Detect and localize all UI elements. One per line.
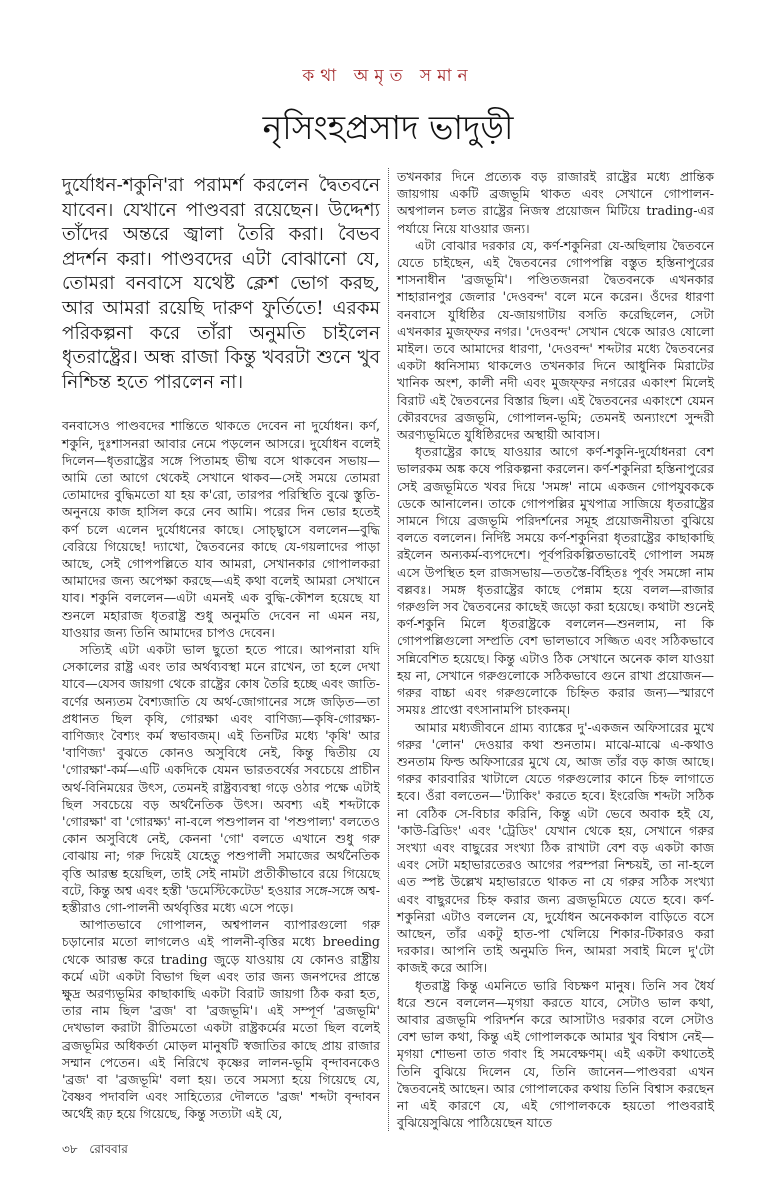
body-paragraph: আমার মধ্যজীবনে গ্রাম্য ব্যাঙ্কের দু'-একজন অফিসারের মুখে গরুর 'লোন' দেওয়ার কথা শুনতাম। মাঝে-মাঝে এ-কথাও শুনতাম ফিল্ড অফিসারের মুখে যে, আজ তাঁর বড় কাজ আছে। গরুর কারবারির খাটালে যেতে গরুগুলোর কানে চিহ্ন লাগাতে হবে। ওঁরা বলতেন—'ট্যাকিং' করতে হবে। ইংরেজি শব্দটা সঠিক না বেঠিক সে-বিচার করিনি, কিন্তু এটা ভেবে অবাক হই যে, 'কাউ-ব্রিডিং' এবং 'ট্রেডিং' যেখান থেকে হয়, সেখানে গরুর সংখ্যা এবং বাছুরের সংখ্যা ঠিক রাখাটা বেশ বড় একটা কাজ এবং সেটা মহাভারতেরও আগের পরম্পরা নিশ্চয়ই, তা না-হলে এত স্পষ্ট উল্লেখ মহাভারতে থাকত না যে গরুর সঠিক সংখ্যা এবং বাছুরদের চিহ্ন করার জন্য ব্রজভূমিতে যেতে হবে। কর্ণ-শকুনিরা এটাও বললেন যে, দুর্যোধন অনেককাল বাড়িতে বসে আছেন, তাঁর একটু হাত-পা খেলিয়ে শিকার-টিকারও করা দরকার। আপনি তাই অনুমতি দিন, আমরা সবাই মিলে দু'টো কাজই করে আসি। — [397, 719, 714, 976]
magazine-name: রোববার — [89, 1142, 128, 1157]
body-paragraph: এটা বোঝার দরকার যে, কর্ণ-শকুনিরা যে-অছিলায় দ্বৈতবনে যেতে চাইছেন, এই দ্বৈতবনের গোপপল্লি বস্তুত হস্তিনাপুরের শাসনাধীন 'ব্রজভূমি'। পণ্ডিতজনরা দ্বৈতবনকে এখনকার শাহারানপুর জেলার 'দেওবন্দ' বলে মনে করেন। ওঁদের ধারণা বনবাসে যুধিষ্ঠির যে-জায়গাটায় বসতি করেছিলেন, সেটা এখনকার মুজফ্ফর নগর। 'দেওবন্দ' সেখান থেকে আরও ষোলো মাইল। তবে আমাদের ধারণা, 'দেওবন্দ' শব্দটার মধ্যে দ্বৈতবনের একটা ধ্বনিসাম্য থাকলেও তখনকার দিনে আধুনিক মিরাটের খানিক অংশ, কালী নদী এবং মুজফ্ফর নগরের একাংশ মিলেই বিরাট এই দ্বৈতবনের বিস্তার ছিল। এই দ্বৈতবনের একাংশে যেমন কৌরবদের ব্রজভূমি, গোপালন-ভূমি; তেমনই অন্যাংশে সুন্দরী অরণ্যভূমিতে যুধিষ্ঠিরদের অস্থায়ী আবাস। — [397, 237, 714, 443]
body-paragraph: তখনকার দিনে প্রত্যেক বড় রাজারই রাষ্ট্রের মধ্যে প্রান্তিক জায়গায় একটি ব্রজভূমি থাকত এবং সেখানে গোপালন-অশ্বপালন চলত রাষ্ট্রের নিজস্ব প্রয়োজন মিটিয়ে trading-এর পর্যায়ে নিয়ে যাওয়ার জন্য। — [397, 169, 714, 236]
body-paragraph: আপাতভাবে গোপালন, অশ্বপালন ব্যাপারগুলো গরু চড়ানোর মতো লাগলেও এই পালনী-বৃত্তির মধ্যে breeding থেকে আরম্ভ করে trading জুড়ে যাওয়ায় যে কোনও রাষ্ট্রীয় কর্মে এটা একটা বিভাগ ছিল এবং তার জন্য জনপদের প্রান্তে ক্ষুদ্র অরণ্যভূমির কাছাকাছি একটা বিরাট জায়গা ঠিক করা হত, তার নাম ছিল 'ব্রজ' বা 'ব্রজভূমি'। এই সম্পূর্ণ 'ব্রজভূমি' দেখভাল করাটা রীতিমতো একটা রাষ্ট্রকর্মের মতো ছিল বলেই ব্রজভূমির অধিকর্তা মোড়ল মানুষটি স্বজাতির কাছে প্রায় রাজার সম্মান পেতেন। এই নিরিখে কৃষ্ণের লালন-ভূমি বৃন্দাবনকেও 'ব্রজ' বা 'ব্রজভূমি' বলা হয়। তবে সমস্যা হয়ে গিয়েছে যে, বৈষ্ণব পদাবলি এবং সাহিত্যের দৌলতে 'ব্রজ' শব্দটা বৃন্দাবন অর্থেই রূঢ় হয়ে গিয়েছে, কিন্তু সত্যটা এই যে, — [62, 917, 380, 1122]
right-column — [388, 168, 714, 1131]
page-footer — [62, 1141, 714, 1157]
section-kicker: কথা অমৃত সমান — [302, 66, 474, 86]
left-column — [62, 168, 388, 1123]
body-paragraph: ধৃতরাষ্ট্রের কাছে যাওয়ার আগে কর্ণ-শকুনি-দুর্যোধনরা বেশ ভালরকম অঙ্ক কষে পরিকল্পনা করলেন। কর্ণ-শকুনিরা হস্তিনাপুরের সেই ব্রজভূমিতে খবর দিয়ে 'সমঙ্গ' নামে একজন গোপযুবককে ডেকে আনালেন। তাকে গোপপল্লির মুখপাত্র সাজিয়ে ধৃতরাষ্ট্রের সামনে গিয়ে ব্রজভূমি পরিদর্শনের সমূহ প্রয়োজনীয়তা বুঝিয়ে বলতে বললেন। নির্দিষ্ট সময়ে কর্ণ-শকুনিরা ধৃতরাষ্ট্রের কাছাকাছি রইলেন অন্যকর্ম-ব্যপদেশে। পূর্বপরিকল্পিতভাবেই গোপাল সমঙ্গ এসে উপস্থিত হল রাজসভায়—ততস্তৈ-র্বিহিতঃ পূর্বং সমঙ্গো নাম বল্লবঃ। সমঙ্গ ধৃতরাষ্ট্রের কাছে পেন্নাম হয়ে বলল—রাজার গরুগুলি সব দ্বৈতবনের কাছেই জড়ো করা হয়েছে। কথাটা শুনেই কর্ণ-শকুনি মিলে ধৃতরাষ্ট্রকে বললেন—শুনলাম, না কি গোপপল্লিগুলো সম্প্রতি বেশ ভালভাবে সজ্জিত এবং সঠিকভাবে সন্নিবেশিত হয়েছে। কিন্তু এটাও ঠিক সেখানে অনেক কাল যাওয়া হয় না, সেখানে গরুগুলোকে সঠিকভাবে গুনে রাখা প্রয়োজন—গরুর বাচ্চা এবং গরুগুলোকে চিহ্নিত করার জন্য—স্মারণে সময়ঃ প্রাপ্তো বৎসানামপি চাংকনম্। — [397, 444, 714, 718]
body-paragraph: বনবাসেও পাণ্ডবদের শান্তিতে থাকতে দেবেন না দুর্যোধন। কর্ণ, শকুনি, দুঃশাসনরা আবার নেমে পড়লেন আসরে। দুর্যোধন বলেই দিলেন—ধৃতরাষ্ট্রের সঙ্গে পিতামহ ভীষ্ম বসে থাকবেন সভায়—আমি তো আগে থেকেই সেখানে থাকব—সেই সময়ে তোমরা তোমাদের বুদ্ধিমতো যা হয় ক'রো, তারপর পরিস্থিতি বুঝে স্তুতি-অনুনয়ে কাজ হাসিল করে নেব আমি। পরের দিন ভোর হতেই কর্ণ চলে এলেন দুর্যোধনের কাছে। সোচ্ছ্বাসে বললেন—বুদ্ধি বেরিয়ে গিয়েছে! দ্যাখো, দ্বৈতবনের কাছে যে-গয়লাদের পাড়া আছে, সেই গোপপল্লিতে যাব আমরা, সেখানকার গোপালকরা আমাদের জন্য অপেক্ষা করছে—এই কথা বলেই আমরা সেখানে যাব। শকুনি বললেন—এটা এমনই এক বুদ্ধি-কৌশল হয়েছে যা শুনলে মহারাজ ধৃতরাষ্ট্র শুধু অনুমতি দেবেন না এমন নয়, যাওয়ার জন্য তিনি আমাদের চাপও দেবেন। — [62, 418, 380, 640]
article-columns — [62, 168, 714, 1131]
body-paragraph: সত্যিই এটা একটা ভাল ছুতো হতে পারে। আপনারা যদি সেকালের রাষ্ট্র এবং তার অর্থব্যবস্থা মনে রাখেন, তা হলে দেখা যাবে—যেসব জায়গা থেকে রাষ্ট্রের কোষ তৈরি হচ্ছে এবং জাতি-বর্ণের অন্যতম বৈশ্যজাতি যে অর্থ-জোগানের সঙ্গে জড়িত—তা প্রধানত ছিল কৃষি, গোরক্ষা এবং বাণিজ্য—কৃষি-গোরক্ষ্য-বাণিজ্যং বৈশ্যং কর্ম স্বভাবজম্। এই তিনটির মধ্যে 'কৃষি' আর 'বাণিজ্য' বুঝতে কোনও অসুবিধে নেই, কিন্তু দ্বিতীয় যে 'গোরক্ষা'-কর্ম—এটি একদিকে যেমন ভারতবর্ষের সবচেয়ে প্রাচীন অর্থ-বিনিময়ের উৎস, তেমনই রাষ্ট্রব্যবস্থা গড়ে ওঠার পক্ষে এটাই ছিল সবচেয়ে বড় অর্থনৈতিক উৎস। অবশ্য এই শব্দটাকে 'গোরক্ষা' বা 'গোরক্ষ্য' না-বলে পশুপালন বা 'পশুপাল্য' বলতেও কোন অসুবিধে নেই, কেননা 'গো' বলতে এখানে শুধু গরু বোঝায় না; গরু দিয়েই যেহেতু পশুপালী সমাজের অর্থনৈতিক বৃত্তি আরম্ভ হয়েছিল, তাই সেই নামটা প্রতীকীভাবে রয়ে গিয়েছে বটে, কিন্তু অশ্ব এবং হস্তী 'ডমেস্টিকেটেড' হওয়ার সঙ্গে-সঙ্গে অশ্ব-হস্তীরাও গো-পালনী অর্থবৃত্তির মধ্যে এসে পড়ে। — [62, 641, 380, 916]
body-paragraph: ধৃতরাষ্ট্র কিন্তু এমনিতে ভারি বিচক্ষণ মানুষ। তিনি সব ধৈর্য ধরে শুনে বললেন—মৃগয়া করতে যাবে, সেটাও ভাল কথা, আবার ব্রজভূমি পরিদর্শন করে আসাটাও দরকার বলে সেটাও বেশ ভাল কথা, কিন্তু এই গোপালককে আমার খুব বিশ্বাস নেই—মৃগয়া শোভনা তাত গবাং হি সমবেক্ষণম্। এই একটা কথাতেই তিনি বুঝিয়ে দিলেন যে, তিনি জানেন—পাণ্ডবরা এখন দ্বৈতবনেই আছেন। আর গোপালকের কথায় তিনি বিশ্বাস করছেন না এই কারণে যে, এই গোপালককে হয়তো পাণ্ডবরাই বুঝিয়েসুঝিয়ে পাঠিয়েছেন যাতে — [397, 977, 714, 1131]
left-body — [62, 417, 380, 1122]
author-name: নৃসিংহপ্রসাদ ভাদুড়ী — [262, 108, 514, 147]
page-number: ৩৮ — [62, 1142, 78, 1157]
lead-paragraph: দুর্যোধন-শকুনি'রা পরামর্শ করলেন দ্বৈতবনে যাবেন। যেখানে পাণ্ডবরা রয়েছেন। উদ্দেশ্য তাঁদের অন্তরে জ্বালা তৈরি করা। বৈভব প্রদর্শন করা। পাণ্ডবদের এটা বোঝানো যে, তোমরা বনবাসে যথেষ্ট ক্লেশ ভোগ করছ, আর আমরা রয়েছি দারুণ ফুর্তিতে! এরকম পরিকল্পনা করে তাঁরা অনুমতি চাইলেন ধৃতরাষ্ট্রের। অন্ধ রাজা কিন্তু খবরটা শুনে খুব নিশ্চিন্ত হতে পারলেন না। — [62, 175, 380, 393]
